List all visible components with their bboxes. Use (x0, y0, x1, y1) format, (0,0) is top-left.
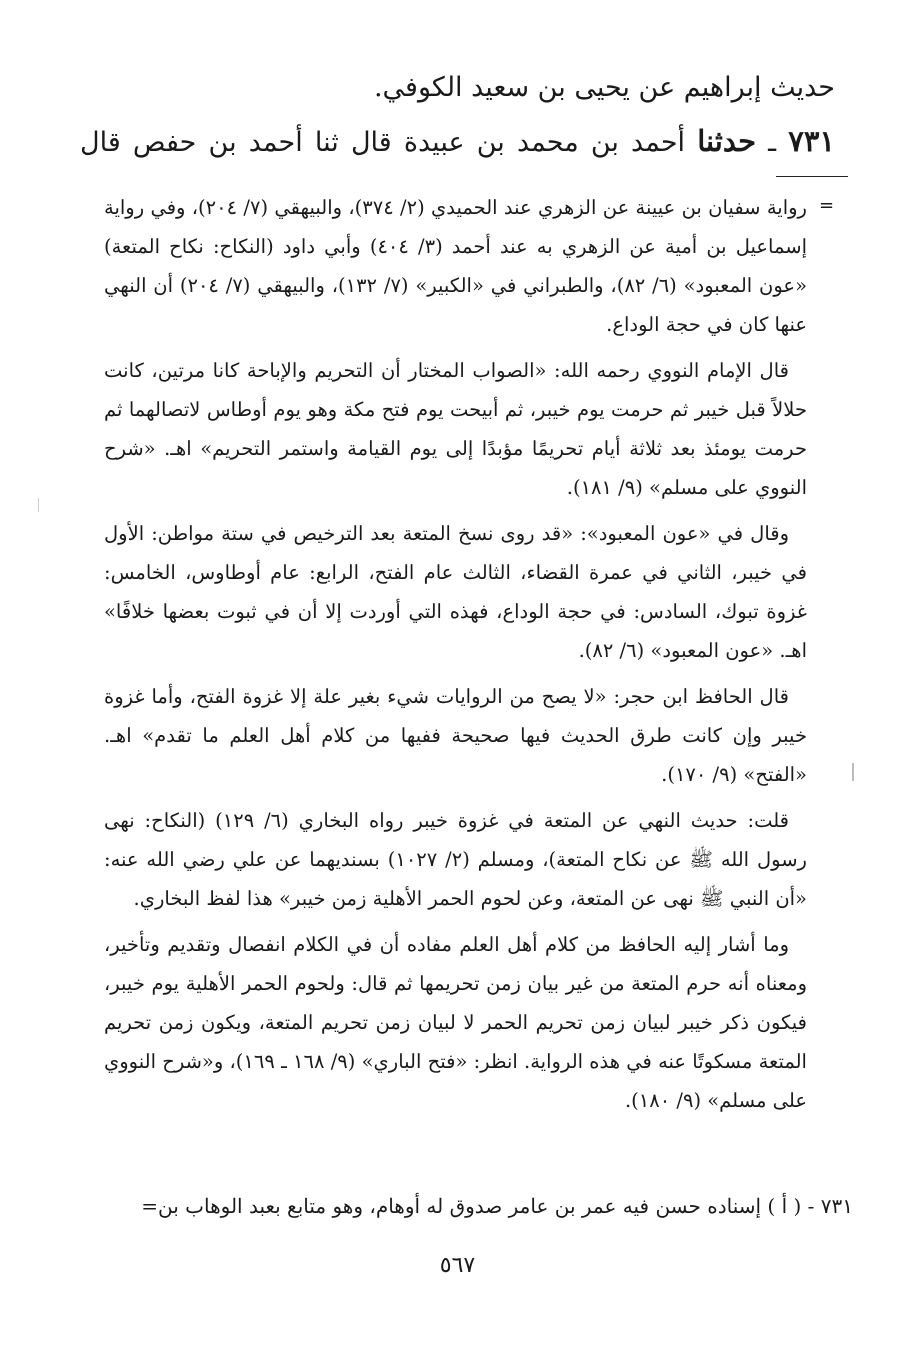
footnote-paragraph: وقال في «عون المعبود»: «قد روى نسخ المتعة بعد الترخيص في ستة مواطن: الأول في خيبر، الثاني في عمرة القضاء، الثالث عام الفتح، الرابع: عام أوطاوس، الخامس: غزوة تبوك، السادس: في حجة الوداع، فهذه التي أوردت إلا أن في ثبوت بعضها خلافًا» اهـ. «عون المعبود» (٦/ ٨٢). (104, 522, 807, 662)
footnote-paragraph: قلت: حديث النهي عن المتعة في غزوة خيبر رواه البخاري (٦/ ١٢٩) (النكاح: نهى رسول الله ﷺ عن نكاح المتعة)، ومسلم (٢/ ١٠٢٧) بسنديهما عن علي رضي الله عنه: «أن النبي ﷺ نهى عن المتعة، وعن لحوم الحمر الأهلية زمن خيبر» هذا لفظ البخاري. (104, 809, 807, 910)
footnote-731: ٧٣١ - ( أ ) إسناده حسن فيه عمر بن عامر صدوق له أوهام، وهو متابع بعبد الوهاب بن= (141, 1194, 853, 1218)
scan-mark (852, 763, 854, 781)
hadith-dash: ـ (756, 127, 789, 158)
continuation-mark: = (819, 195, 835, 216)
footnote-paragraph: قال الحافظ ابن حجر: «لا يصح من الروايات شيء بغير علة إلا غزوة الفتح، وأما غزوة خيبر وإن كانت طرق الحديث فيها صحيحة ففيها من كلام أهل العلم ما تقدم» اهـ. «الفتح» (٩/ ١٧٠). (104, 685, 807, 786)
footnote-divider (776, 176, 848, 177)
isnad-text: أحمد بن محمد بن عبيدة قال ثنا أحمد بن حفص قال (80, 127, 698, 158)
hadith-number: ٧٣١ (788, 124, 835, 158)
main-text-line-1: حديث إبراهيم عن يحيى بن سعيد الكوفي. (373, 72, 835, 103)
footnote-block (104, 188, 807, 1127)
main-text-line-2 (80, 124, 835, 158)
footnote-paragraph: وما أشار إليه الحافظ من كلام أهل العلم مفاده أن في الكلام انفصال وتقديم وتأخير، ومعناه أنه حرم المتعة من غير بيان زمن تحريمها ثم قال: ولحوم الحمر الأهلية يوم خيبر، فيكون ذكر خيبر لبيان زمن تحريم الحمر لا لبيان زمن تحريم المتعة، ويكون زمن تحريم المتعة مسكوتًا عنه في هذه الرواية. انظر: «فتح الباري» (٩/ ١٦٨ ـ ١٦٩)، و«شرح النووي على مسلم» (٩/ ١٨٠). (104, 933, 807, 1112)
page-number: ٥٦٧ (439, 1253, 476, 1278)
footnote-paragraph: رواية سفيان بن عيينة عن الزهري عند الحميدي (٢/ ٣٧٤)، والبيهقي (٧/ ٢٠٤)، وفي رواية إسماعيل بن أمية عن الزهري به عند أحمد (٣/ ٤٠٤) وأبي داود (النكاح: نكاح المتعة) «عون المعبود» (٦/ ٨٢)، والطبراني في «الكبير» (٧/ ١٣٢)، والبيهقي (٧/ ٢٠٤) أن النهي عنها كان في حجة الوداع. (104, 196, 808, 336)
footnote-paragraph: قال الإمام النووي رحمه الله: «الصواب المختار أن التحريم والإباحة كانا مرتين، كانت حلالاً قبل خيبر ثم حرمت يوم خيبر، ثم أبيحت يوم فتح مكة وهو يوم أوطاس لاتصالهما ثم حرمت يومئذ بعد ثلاثة أيام تحريمًا مؤبدًا إلى يوم القيامة واستمر التحريم» اهـ. «شرح النووي على مسلم» (٩/ ١٨١). (104, 359, 807, 499)
scan-mark (38, 498, 39, 512)
haddathana-word: حدثنا (697, 124, 757, 158)
